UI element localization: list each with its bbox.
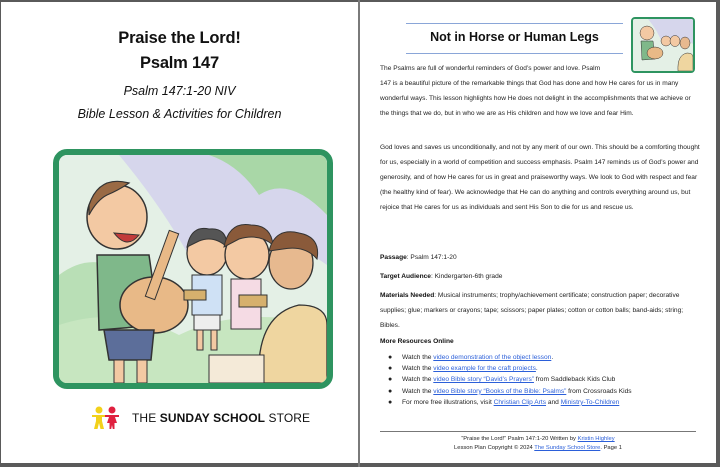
ministry-to-children-link[interactable]: Ministry-To-Children: [560, 398, 620, 406]
davids-prayers-video-link[interactable]: video Bible story “David’s Prayers”: [433, 376, 534, 384]
lesson-page: [360, 2, 716, 463]
resource-item: ● Watch the video Bible story “Books of the Bible: Psalms” from Crossroads Kids: [388, 386, 632, 397]
bullet-icon: ●: [388, 365, 393, 373]
footer-copyright: Lesson Plan Copyright © 2024 The Sunday School Store. Page 1: [454, 445, 622, 451]
craft-video-link[interactable]: video example for the craft projects: [433, 365, 536, 373]
target-audience-field: Target Audience: Kindergarten-6th grade: [380, 273, 503, 280]
paper-doll-figures-icon: [90, 406, 126, 430]
resource-item: ● Watch the video example for the craft projects.: [388, 363, 632, 374]
resource-item: ● Watch the video Bible story “David’s Prayers” from Saddleback Kids Club: [388, 374, 632, 385]
books-of-bible-video-link[interactable]: video Bible story “Books of the Bible: Psalms”: [433, 387, 567, 395]
passage-field: Passage: Psalm 147:1-20: [380, 254, 457, 261]
scripture-reference: Psalm 147:1-20 NIV: [123, 84, 236, 98]
store-link[interactable]: The Sunday School Store: [534, 445, 601, 451]
cover-subtitle-psalm: Psalm 147: [140, 54, 219, 72]
resource-item: ● For more free illustrations, visit Christian Clip Arts and Ministry-To-Children: [388, 397, 632, 408]
object-lesson-video-link[interactable]: video demonstration of the object lesson: [433, 354, 552, 361]
body-paragraph: God loves and saves us unconditionally, and not by any merit of our own. This should be a comforting thought for us, especially in a world of competition and success emphasis. Psalm 147 reminds us of God’s power and generosity, and of how He cares for us in great and praiseworthy ways. We look to God with respect and fear (the healthy kind of fear). We acknowledge that He can do anything and controls everything around us, but rejoice that He cares for us as individuals and sent His Son to die for us and rescue us.: [380, 144, 700, 211]
intro-paragraph: The Psalms are full of wonderful reminders of God’s power and love. Psalm 147 is a beautiful picture of the remarkable things that God has done and how He cares for us in many wonderful ways. This lesson highlights how He does not delight in the accomplishments that we achieve or the things that we do, but in who we are as His children and how we love and fear Him.: [380, 65, 691, 117]
illustration-guitar-singing-icon: [59, 155, 327, 383]
title-rule-bottom: [406, 53, 623, 54]
bullet-icon: ●: [388, 387, 393, 395]
lesson-title: Not in Horse or Human Legs: [430, 30, 599, 44]
bullet-icon: ●: [388, 354, 393, 361]
cover-illustration: [53, 149, 333, 389]
sunday-school-store-logo: [90, 405, 310, 431]
bullet-icon: ●: [388, 398, 393, 406]
cover-title: Praise the Lord!: [118, 29, 241, 47]
resource-item: ● Watch the video demonstration of the object lesson.: [388, 352, 632, 363]
logo-wordmark: THE SUNDAY SCHOOL STORE: [132, 411, 311, 425]
footer-credit: “Praise the Lord!” Psalm 147:1-20 Written by Kristin Highley: [461, 436, 615, 442]
cover-page: [1, 2, 358, 463]
title-rule-top: [406, 23, 623, 24]
footer-rule: [380, 431, 696, 432]
materials-field: Materials Needed: Musical instruments; trophy/achievement certificate; construction paper; decorative supplies; glue; markers or crayons; tape; scissors; paper plates; cotton or cotton balls; band-aids; string; Bibles.: [380, 292, 684, 329]
resources-list: [388, 352, 632, 408]
resources-heading: More Resources Online: [380, 338, 454, 345]
christian-clip-arts-link[interactable]: Christian Clip Arts: [493, 398, 547, 406]
cover-description: Bible Lesson & Activities for Children: [77, 107, 282, 121]
bullet-icon: ●: [388, 376, 393, 384]
author-link[interactable]: Kristin Highley: [577, 436, 615, 442]
